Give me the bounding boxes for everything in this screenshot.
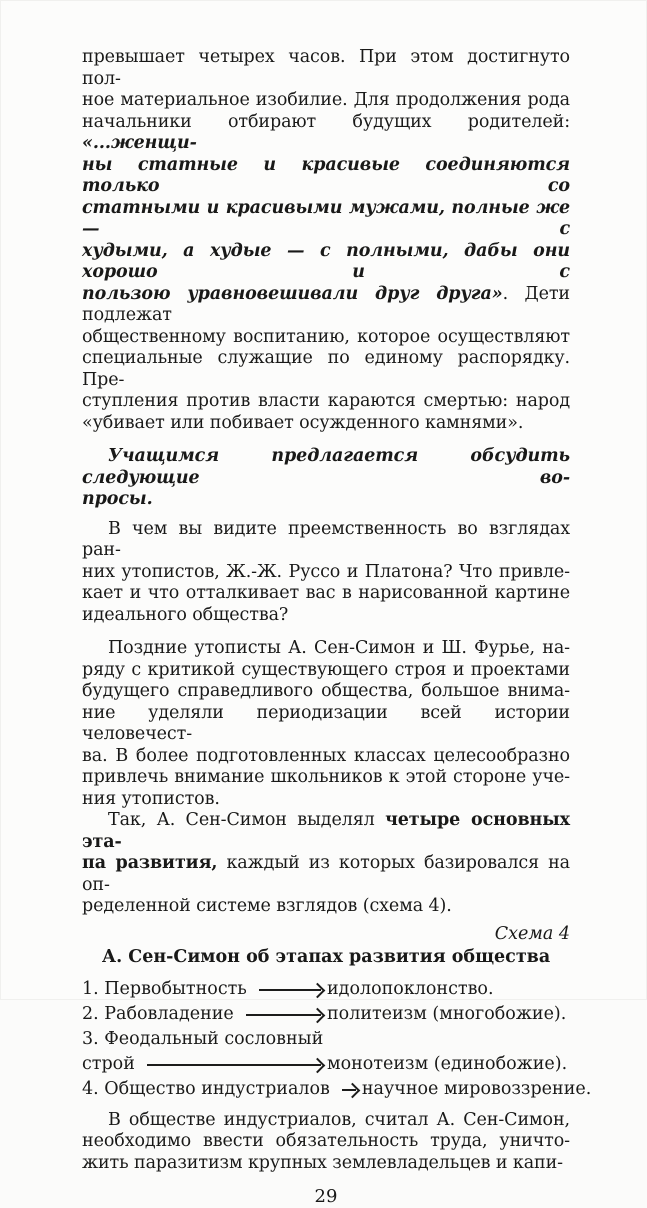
text-line [82,489,570,511]
paragraph [82,47,570,434]
text-segment: них утопистов, Ж.-Ж. Руссо и Платона? Что привле- [82,561,570,582]
text-segment: кает и что отталкивает вас в нарисованной картине [82,583,570,603]
text-segment: превышает четырех часов. При этом достигнуто пол- [82,47,570,89]
text-segment: ное материальное изобилие. Для продолжения рода [82,90,570,110]
schema-stage-label: 1. Первобытность [82,978,247,999]
schema-arrow-line [82,1077,592,1102]
text-segment: «убивает или побивает осужденного камнями». [82,412,524,433]
right-arrow-icon [342,1089,356,1091]
text-segment: просы. [82,489,153,509]
schema-stage-label: 3. Феодальный сословный [82,1028,324,1049]
text-line [82,241,570,284]
text-segment: ва. В более подготовленных классах целесообразно [82,745,570,766]
schema-result-label: научное мировоззрение. [361,1078,592,1099]
text-line [82,767,570,789]
text-segment: ределенной системе взглядов (схема 4). [82,896,452,916]
text-segment: пользою уравновешивали друг друга» [82,283,503,304]
schema-arrow-line [82,977,570,1002]
right-arrow-icon [147,1064,321,1066]
text-line [82,1110,570,1132]
schema-arrow-line [82,1052,570,1077]
text-segment: жить паразитизм крупных землевладельцев и капи- [82,1152,563,1173]
text-block-bottom [82,1110,570,1175]
text-segment: будущего справедливого общества, большое внима- [82,681,570,701]
paragraph [82,519,570,627]
right-arrow-icon [259,989,321,991]
text-segment: ние уделяли периодизации всей истории человечест- [82,702,570,744]
schema-label: Схема 4 [494,923,570,944]
schema-row [82,1002,570,1027]
text-segment: па развития, [82,853,218,873]
text-segment: ступления против власти караются смертью: народ [82,391,570,411]
text-line [82,413,570,435]
text-segment: специальные служащие по единому распорядку. Пре- [82,348,570,390]
text-line [82,660,570,682]
text-line [82,681,570,703]
text-segment: привлечь внимание школьников к этой стороне уче- [82,767,570,787]
text-segment: «...женщи- [82,133,197,153]
text-segment: каждый из которых базировался на оп- [82,853,570,895]
text-segment: идеального общества? [82,604,289,625]
text-segment: общественному воспитанию, которое осуществляют [82,326,570,347]
text-segment: Учащимся предлагается обсудить следующие во- [82,446,570,488]
text-line [82,348,570,391]
schema-result-label: идолопоклонство. [327,978,494,999]
text-line [82,810,570,853]
text-line [82,583,570,605]
schema-stage-label: 2. Рабовладение [82,1003,234,1024]
text-line [82,155,570,198]
text-line [82,112,570,155]
text-segment: худыми, а худые — с полными, дабы они хорошо и с [82,240,570,282]
schema-stage-label: 4. Общество индустриалов [82,1078,330,1099]
text-line [82,1131,570,1153]
text-line [82,638,570,660]
text-segment: необходимо ввести обязательность труда, уничто- [82,1131,570,1151]
text-segment: В чем вы видите преемственность во взглядах ран- [82,518,570,560]
schema-row [82,977,570,1002]
text-line [82,519,570,562]
text-line [82,605,570,627]
text-segment: . Дети подлежат [82,283,570,325]
paragraph [82,638,570,810]
right-arrow-icon [246,1014,321,1016]
text-segment: ряду с критикой существующего строя и проектами [82,659,570,680]
text-line [82,446,570,489]
text-line [82,391,570,413]
paragraph [82,810,570,918]
schema-result-label: политеизм (многобожие). [327,1003,567,1024]
schema-row [82,1027,570,1077]
text-segment: четыре основных эта- [82,810,571,852]
text-line [82,284,570,327]
paragraph [82,1110,570,1175]
text-block-top [82,47,570,918]
text-line [82,1153,570,1175]
text-segment: ния утопистов. [82,788,220,809]
schema-row [82,1077,592,1102]
text-line [82,789,570,811]
schema-arrow-line [82,1002,570,1027]
text-segment: статными и красивыми мужами, полные же — с [82,197,570,239]
text-line [82,896,570,918]
text-segment: Поздние утописты А. Сен-Симон и Ш. Фурье, на- [108,638,570,658]
text-line [82,562,570,584]
page-number: 29 [314,1186,338,1207]
schema-result-label: монотеизм (единобожие). [327,1053,568,1074]
text-segment: Так, А. Сен-Симон выделял [108,810,386,830]
text-line [82,327,570,349]
text-segment: В обществе индустриалов, считал А. Сен-Симон, [108,1109,570,1130]
text-line [82,853,570,896]
text-line [82,703,570,746]
schema-rows [82,977,592,1102]
schema-section [82,923,592,1102]
text-line [82,47,570,90]
schema-title: А. Сен-Симон об этапах развития общества [101,947,551,967]
text-line [82,198,570,241]
text-segment: начальники отбирают будущих родителей: [82,111,570,132]
text-segment: ны статные и красивые соединяются только со [82,154,570,196]
paragraph [82,446,570,511]
text-line [82,90,570,112]
text-line [82,746,570,768]
schema-stage-label: строй [82,1053,135,1074]
